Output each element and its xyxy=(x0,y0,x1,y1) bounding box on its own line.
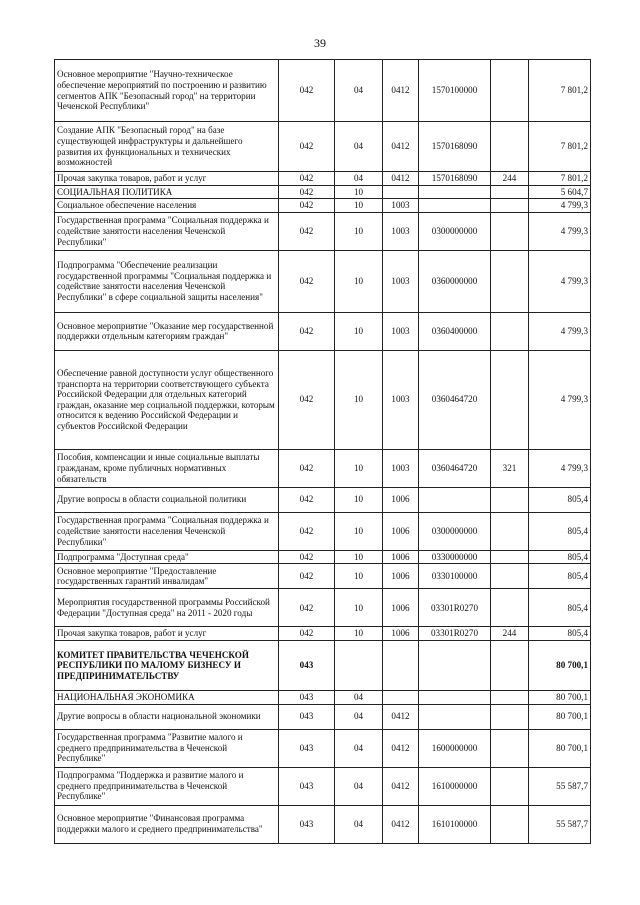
row-ved-cell: 042 xyxy=(279,350,335,449)
row-ved-cell: 042 xyxy=(279,487,335,512)
table-row xyxy=(55,487,591,512)
row-rz-cell: 04 xyxy=(335,704,383,729)
row-amount-cell: 80 700,1 xyxy=(529,690,591,704)
row-pr-cell xyxy=(383,185,419,199)
row-csr-cell xyxy=(419,199,491,213)
row-amount-cell: 805,4 xyxy=(529,487,591,512)
row-ved-cell: 042 xyxy=(279,550,335,564)
row-vr-cell xyxy=(491,704,529,729)
row-csr-cell: 0360400000 xyxy=(419,312,491,350)
row-pr-cell: 1003 xyxy=(383,250,419,312)
row-name-cell: Государственная программа "Развитие малого и среднего предпринимательства в Чеченской Республике" xyxy=(55,729,279,767)
row-rz-cell: 04 xyxy=(335,122,383,172)
row-pr-cell: 1003 xyxy=(383,449,419,487)
row-pr-cell: 1006 xyxy=(383,512,419,550)
row-ved-cell: 042 xyxy=(279,122,335,172)
row-rz-cell: 10 xyxy=(335,589,383,627)
row-vr-cell xyxy=(491,199,529,213)
table-row xyxy=(55,512,591,550)
table-row xyxy=(55,767,591,805)
row-vr-cell xyxy=(491,767,529,805)
row-name-cell: Мероприятия государственной программы Российской Федерации "Доступная среда" на 2011 - 2020 годы xyxy=(55,589,279,627)
row-name-cell: Обеспечение равной доступности услуг общественного транспорта на территории соответствующего субъекта Российской Федерации для отдельных категорий граждан, оказание мер социальной поддержки, которым относится к ведению Российской Федерации и субъектов Российской Федерации xyxy=(55,350,279,449)
row-csr-cell: 0300000000 xyxy=(419,512,491,550)
row-vr-cell xyxy=(491,805,529,843)
row-vr-cell xyxy=(491,350,529,449)
row-pr-cell: 0412 xyxy=(383,729,419,767)
row-name-cell: Основное мероприятие "Научно-техническое обеспечение мероприятий по построению и развитию сегментов АПК "Безопасный город" на территории Чеченской Республики" xyxy=(55,60,279,122)
row-ved-cell: 043 xyxy=(279,704,335,729)
row-amount-cell: 805,4 xyxy=(529,564,591,589)
budget-table-body xyxy=(55,60,591,844)
row-rz-cell: 04 xyxy=(335,805,383,843)
row-ved-cell: 043 xyxy=(279,690,335,704)
row-rz-cell: 10 xyxy=(335,250,383,312)
row-pr-cell: 1006 xyxy=(383,550,419,564)
row-rz-cell: 10 xyxy=(335,312,383,350)
row-name-cell: Основное мероприятие "Оказание мер государственной поддержки отдельным категориям граждан" xyxy=(55,312,279,350)
row-vr-cell xyxy=(491,60,529,122)
row-rz-cell: 10 xyxy=(335,627,383,641)
row-name-cell: Основное мероприятие "Предоставление государственных гарантий инвалидам" xyxy=(55,564,279,589)
row-name-cell: НАЦИОНАЛЬНАЯ ЭКОНОМИКА xyxy=(55,690,279,704)
row-pr-cell: 1003 xyxy=(383,350,419,449)
table-row xyxy=(55,185,591,199)
table-row xyxy=(55,550,591,564)
row-rz-cell: 10 xyxy=(335,212,383,250)
row-rz-cell: 10 xyxy=(335,487,383,512)
row-amount-cell: 805,4 xyxy=(529,589,591,627)
row-vr-cell xyxy=(491,729,529,767)
row-amount-cell: 4 799,3 xyxy=(529,312,591,350)
row-csr-cell: 0330000000 xyxy=(419,550,491,564)
row-ved-cell: 042 xyxy=(279,172,335,186)
row-pr-cell: 1006 xyxy=(383,627,419,641)
row-name-cell: Пособия, компенсации и иные социальные выплаты гражданам, кроме публичных нормативных обязательств xyxy=(55,449,279,487)
table-row xyxy=(55,690,591,704)
row-vr-cell xyxy=(491,250,529,312)
row-pr-cell: 0412 xyxy=(383,172,419,186)
row-name-cell: Создание АПК "Безопасный город" на базе существующей инфраструктуры и дальнейшего развития их функциональных и технических возможностей xyxy=(55,122,279,172)
row-ved-cell: 043 xyxy=(279,729,335,767)
row-csr-cell: 1570100000 xyxy=(419,60,491,122)
row-rz-cell: 04 xyxy=(335,60,383,122)
row-vr-cell xyxy=(491,640,529,690)
row-name-cell: Государственная программа "Социальная поддержка и содействие занятости населения Чеченской Республики" xyxy=(55,212,279,250)
row-name-cell: Другие вопросы в области национальной экономики xyxy=(55,704,279,729)
row-ved-cell: 042 xyxy=(279,60,335,122)
table-row xyxy=(55,122,591,172)
row-vr-cell xyxy=(491,550,529,564)
table-row xyxy=(55,640,591,690)
row-vr-cell xyxy=(491,589,529,627)
row-amount-cell: 4 799,3 xyxy=(529,212,591,250)
row-name-cell: Прочая закупка товаров, работ и услуг xyxy=(55,172,279,186)
row-name-cell: Государственная программа "Социальная поддержка и содействие занятости населения Чеченской Республики" xyxy=(55,512,279,550)
row-ved-cell: 042 xyxy=(279,199,335,213)
row-vr-cell xyxy=(491,312,529,350)
budget-table xyxy=(54,59,591,844)
table-row xyxy=(55,729,591,767)
row-amount-cell: 80 700,1 xyxy=(529,640,591,690)
row-rz-cell: 10 xyxy=(335,564,383,589)
row-rz-cell xyxy=(335,640,383,690)
row-pr-cell xyxy=(383,690,419,704)
table-row xyxy=(55,212,591,250)
row-pr-cell xyxy=(383,640,419,690)
row-pr-cell: 1003 xyxy=(383,212,419,250)
page-number: 39 xyxy=(314,36,326,50)
row-vr-cell xyxy=(491,487,529,512)
row-name-cell: Прочая закупка товаров, работ и услуг xyxy=(55,627,279,641)
row-amount-cell: 55 587,7 xyxy=(529,767,591,805)
row-csr-cell xyxy=(419,185,491,199)
row-csr-cell: 1610000000 xyxy=(419,767,491,805)
row-amount-cell: 55 587,7 xyxy=(529,805,591,843)
row-name-cell: Основное мероприятие "Финансовая программа поддержки малого и среднего предпринимательства" xyxy=(55,805,279,843)
row-amount-cell: 4 799,3 xyxy=(529,449,591,487)
row-amount-cell: 4 799,3 xyxy=(529,199,591,213)
row-pr-cell: 0412 xyxy=(383,767,419,805)
row-amount-cell: 80 700,1 xyxy=(529,704,591,729)
table-row xyxy=(55,60,591,122)
row-pr-cell: 0412 xyxy=(383,122,419,172)
row-ved-cell: 043 xyxy=(279,767,335,805)
row-amount-cell: 805,4 xyxy=(529,512,591,550)
row-ved-cell: 042 xyxy=(279,212,335,250)
row-pr-cell: 1006 xyxy=(383,589,419,627)
row-amount-cell: 7 801,2 xyxy=(529,122,591,172)
row-rz-cell: 10 xyxy=(335,550,383,564)
row-rz-cell: 04 xyxy=(335,690,383,704)
row-name-cell: Подпрограмма "Обеспечение реализации государственной программы "Социальная поддержка и содействие занятости населения Чеченской Республики" в сфере социальной защиты населения" xyxy=(55,250,279,312)
row-vr-cell xyxy=(491,690,529,704)
row-csr-cell xyxy=(419,487,491,512)
row-name-cell: Подпрограмма "Поддержка и развитие малого и среднего предпринимательства в Чеченской Республике" xyxy=(55,767,279,805)
row-name-cell: Социальное обеспечение населения xyxy=(55,199,279,213)
table-row xyxy=(55,172,591,186)
row-csr-cell: 1570168090 xyxy=(419,122,491,172)
row-rz-cell: 04 xyxy=(335,767,383,805)
row-name-cell: Подпрограмма "Доступная среда" xyxy=(55,550,279,564)
row-ved-cell: 042 xyxy=(279,250,335,312)
row-csr-cell: 1570168090 xyxy=(419,172,491,186)
row-pr-cell: 0412 xyxy=(383,805,419,843)
row-vr-cell: 244 xyxy=(491,172,529,186)
row-amount-cell: 805,4 xyxy=(529,627,591,641)
row-vr-cell xyxy=(491,564,529,589)
row-csr-cell: 0360464720 xyxy=(419,449,491,487)
row-csr-cell xyxy=(419,690,491,704)
row-amount-cell: 80 700,1 xyxy=(529,729,591,767)
table-row xyxy=(55,312,591,350)
row-csr-cell: 1600000000 xyxy=(419,729,491,767)
row-rz-cell: 10 xyxy=(335,185,383,199)
row-pr-cell: 1003 xyxy=(383,312,419,350)
row-amount-cell: 4 799,3 xyxy=(529,350,591,449)
row-vr-cell xyxy=(491,122,529,172)
row-pr-cell: 0412 xyxy=(383,60,419,122)
row-csr-cell: 1610100000 xyxy=(419,805,491,843)
table-row xyxy=(55,250,591,312)
table-row xyxy=(55,564,591,589)
row-pr-cell: 1003 xyxy=(383,199,419,213)
row-csr-cell: 03301R0270 xyxy=(419,589,491,627)
table-row xyxy=(55,627,591,641)
row-ved-cell: 043 xyxy=(279,640,335,690)
row-amount-cell: 5 604,7 xyxy=(529,185,591,199)
row-ved-cell: 042 xyxy=(279,512,335,550)
row-rz-cell: 04 xyxy=(335,172,383,186)
row-ved-cell: 042 xyxy=(279,589,335,627)
row-pr-cell: 1006 xyxy=(383,487,419,512)
row-csr-cell: 0330100000 xyxy=(419,564,491,589)
row-amount-cell: 805,4 xyxy=(529,550,591,564)
row-name-cell: Другие вопросы в области социальной политики xyxy=(55,487,279,512)
row-pr-cell: 1006 xyxy=(383,564,419,589)
row-vr-cell xyxy=(491,512,529,550)
row-rz-cell: 10 xyxy=(335,512,383,550)
row-pr-cell: 0412 xyxy=(383,704,419,729)
row-amount-cell: 7 801,2 xyxy=(529,172,591,186)
row-ved-cell: 042 xyxy=(279,627,335,641)
row-rz-cell: 04 xyxy=(335,729,383,767)
table-row xyxy=(55,449,591,487)
row-csr-cell xyxy=(419,704,491,729)
row-ved-cell: 042 xyxy=(279,185,335,199)
table-row xyxy=(55,350,591,449)
row-rz-cell: 10 xyxy=(335,350,383,449)
table-row xyxy=(55,704,591,729)
row-vr-cell xyxy=(491,212,529,250)
row-name-cell: КОМИТЕТ ПРАВИТЕЛЬСТВА ЧЕЧЕНСКОЙ РЕСПУБЛИКИ ПО МАЛОМУ БИЗНЕСУ И ПРЕДПРИНИМАТЕЛЬСТВУ xyxy=(55,640,279,690)
row-name-cell: СОЦИАЛЬНАЯ ПОЛИТИКА xyxy=(55,185,279,199)
row-vr-cell: 321 xyxy=(491,449,529,487)
table-row xyxy=(55,805,591,843)
row-vr-cell xyxy=(491,185,529,199)
table-row xyxy=(55,199,591,213)
row-csr-cell: 0360000000 xyxy=(419,250,491,312)
row-amount-cell: 4 799,3 xyxy=(529,250,591,312)
row-csr-cell: 0300000000 xyxy=(419,212,491,250)
row-csr-cell xyxy=(419,640,491,690)
row-csr-cell: 03301R0270 xyxy=(419,627,491,641)
table-row xyxy=(55,589,591,627)
row-vr-cell: 244 xyxy=(491,627,529,641)
row-rz-cell: 10 xyxy=(335,449,383,487)
row-ved-cell: 042 xyxy=(279,449,335,487)
row-ved-cell: 042 xyxy=(279,564,335,589)
row-ved-cell: 042 xyxy=(279,312,335,350)
row-ved-cell: 043 xyxy=(279,805,335,843)
row-csr-cell: 0360464720 xyxy=(419,350,491,449)
row-rz-cell: 10 xyxy=(335,199,383,213)
row-amount-cell: 7 801,2 xyxy=(529,60,591,122)
